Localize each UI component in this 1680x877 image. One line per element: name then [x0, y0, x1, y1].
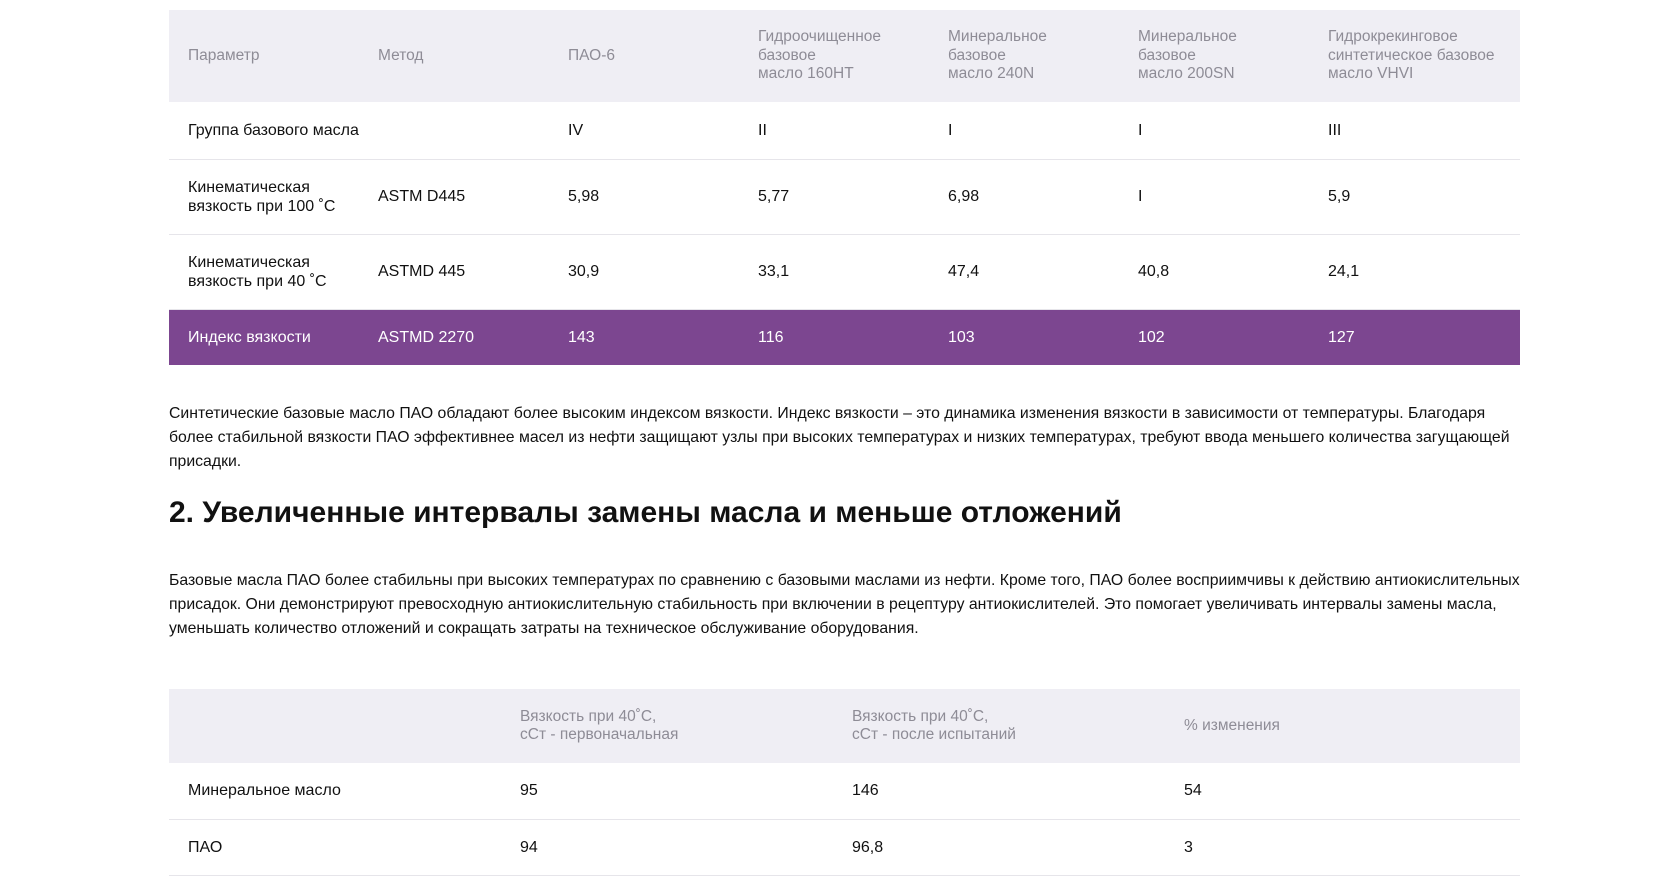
header-cell-empty: [169, 689, 501, 763]
header-cell-160ht: Гидроочищенное базовое масло 160HT: [758, 28, 882, 83]
table-cell: Индекс вязкости: [188, 328, 311, 346]
table-cell: 94: [520, 838, 538, 856]
table-cell: I: [948, 121, 953, 139]
table-header-row: [169, 689, 1520, 763]
table-cell: 5,98: [568, 188, 600, 205]
table-cell: 5,77: [758, 188, 790, 205]
base-oil-properties-table: [169, 10, 1520, 365]
table-cell: 143: [568, 328, 595, 346]
table-cell: 30,9: [568, 263, 600, 280]
highlighted-table-row: [169, 309, 1520, 365]
table-cell: 116: [758, 328, 784, 346]
table-cell: 33,1: [758, 263, 790, 280]
table-cell: II: [758, 121, 767, 139]
table-cell: 5,9: [1328, 188, 1351, 205]
header-cell-vhvi: Гидрокрекинговое синтетическое базовое масло VHVI: [1328, 28, 1495, 83]
table-cell: 95: [520, 782, 538, 800]
header-cell-after-test-viscosity: Вязкость при 40˚С, сСт - после испытаний: [852, 707, 1016, 743]
table-cell: 47,4: [948, 263, 980, 280]
table-cell: Кинематическая вязкость при 100 ˚С: [188, 178, 336, 215]
table-row: [169, 234, 1520, 309]
table-cell: ПАО: [188, 838, 223, 856]
table-cell: IV: [568, 121, 584, 139]
table-cell: 103: [948, 328, 975, 346]
header-cell-percent-change: % изменения: [1184, 716, 1280, 734]
table-row: [169, 819, 1520, 875]
viscosity-index-paragraph: Синтетические базовые масло ПАО обладают более высоким индексом вязкости. Индекс вязкости – это динамика изменения вязкости в зависимости от температуры. Благодаря более стабильной вязкости ПАО эффективнее масел из нефти защищают узлы при высоких температурах и низких температурах, требуют ввода меньшего количества загущающей присадки.: [169, 405, 1510, 470]
table-cell: III: [1328, 121, 1342, 139]
table-cell: 96,8: [852, 838, 884, 856]
table-cell: 127: [1328, 328, 1355, 346]
header-cell-initial-viscosity: Вязкость при 40˚С, сСт - первоначальная: [520, 707, 679, 743]
table-cell: 102: [1138, 328, 1165, 346]
oxidation-stability-paragraph: Базовые масла ПАО более стабильны при высоких температурах по сравнению с базовыми маслами из нефти. Кроме того, ПАО более восприимчивы к действию антиокислительных присадок. Они демонстрируют превосходную антиокислительную стабильность при включении в рецептуру антиокислителей. Это помогает увеличивать интервалы замены масла, уменьшать количество отложений и сокращать затраты на техническое обслуживание оборудования.: [169, 572, 1520, 637]
table-cell: Минеральное масло: [188, 782, 341, 800]
header-cell-method: Метод: [378, 46, 424, 64]
table-cell: ASTMD 445: [378, 263, 466, 280]
table-cell: 6,98: [948, 188, 980, 205]
table-cell: ASTM D445: [378, 188, 466, 205]
table-cell: Кинематическая вязкость при 40 ˚С: [188, 253, 327, 290]
table-cell: I: [1138, 121, 1143, 139]
table-cell: ASTMD 2270: [378, 328, 475, 346]
table-cell: 54: [1184, 782, 1202, 800]
header-cell-240n: Минеральное базовое масло 240N: [948, 28, 1047, 83]
table-cell: 3: [1184, 838, 1193, 856]
header-cell-parameter: Параметр: [188, 46, 260, 64]
header-cell-pao6: ПАО-6: [568, 46, 615, 64]
table-cell: Группа базового масла: [188, 121, 359, 139]
table-row: [169, 763, 1520, 819]
table-cell: 40,8: [1138, 263, 1170, 280]
section-heading: 2. Увеличенные интервалы замены масла и меньше отложений: [169, 496, 1122, 529]
header-cell-200sn: Минеральное базовое масло 200SN: [1138, 28, 1237, 83]
viscosity-change-table: [169, 689, 1520, 876]
table-cell: I: [1138, 188, 1143, 205]
table-cell: [359, 102, 549, 159]
table-cell: 24,1: [1328, 263, 1360, 280]
table-row: [169, 102, 1520, 159]
table-row: [169, 159, 1520, 234]
table-header-row: [169, 10, 1520, 102]
table-cell: 146: [852, 782, 879, 800]
